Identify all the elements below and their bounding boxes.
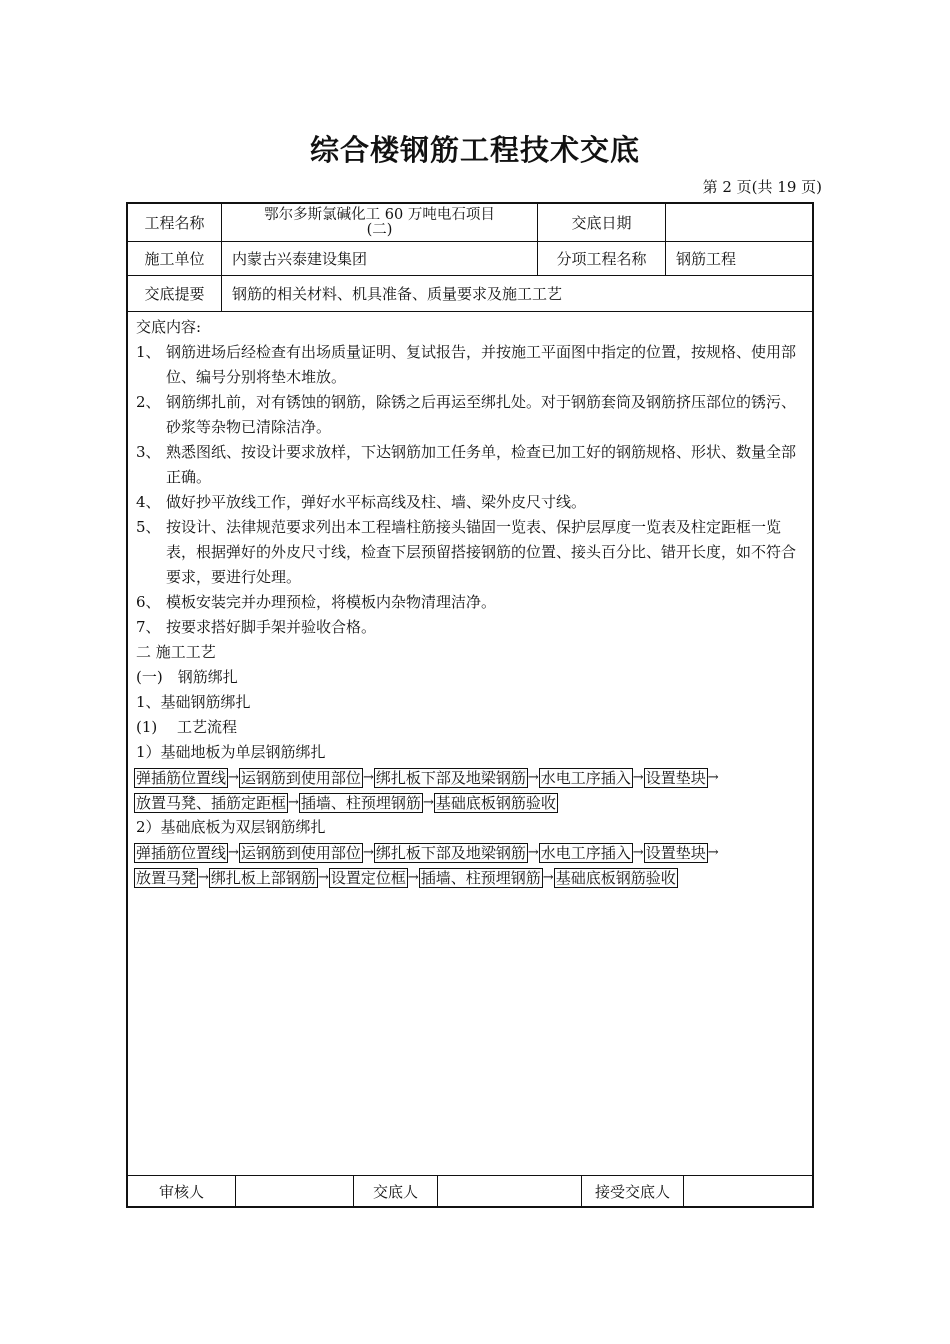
- arrow-right-icon: →: [632, 845, 644, 860]
- subsection-heading: (1) 工艺流程: [136, 718, 238, 736]
- flow-step: 绑扎板下部及地梁钢筋: [375, 843, 526, 862]
- flow-chart-line: [134, 865, 804, 890]
- item-text: 钢筋进场后经检查有出场质量证明、复试报告，并按施工平面图中指定的位置，按规格、使用部位、编号分别将垫木堆放。: [166, 343, 797, 386]
- flow-step: 设置定位框: [330, 868, 406, 887]
- arrow-right-icon: →: [707, 770, 719, 785]
- flow-step: 放置马凳、插筋定距框: [136, 793, 287, 812]
- content-heading: 交底内容:: [136, 318, 202, 336]
- item-number: 1、: [136, 343, 161, 361]
- date-value: [666, 204, 812, 241]
- flow-step: 设置垫块: [645, 843, 706, 862]
- item-number: 2、: [136, 393, 161, 411]
- item-text: 钢筋绑扎前，对有锈蚀的钢筋，除锈之后再运至绑扎处。对于钢筋套筒及钢筋挤压部位的锈污、砂浆等杂物已清除洁净。: [166, 393, 797, 436]
- flow-title: 2）基础底板为双层钢筋绑扎: [136, 818, 326, 836]
- list-item: [136, 615, 804, 640]
- row-project: [128, 204, 812, 242]
- project-value-line1: 鄂尔多斯氯碱化工 60 万吨电石项目: [264, 206, 495, 223]
- arrow-right-icon: →: [362, 845, 374, 860]
- flow-step: 弹插筋位置线: [136, 768, 227, 787]
- item-text: 模板安装完并办理预检，将模板内杂物清理洁净。: [166, 593, 497, 611]
- flow-step: 水电工序插入: [540, 843, 631, 862]
- flow-step: 绑扎板下部及地梁钢筋: [375, 768, 526, 787]
- flow-title: 1）基础地板为单层钢筋绑扎: [136, 743, 326, 761]
- list-item: [136, 590, 804, 615]
- summary-value: 钢筋的相关材料、机具准备、质量要求及施工工艺: [232, 285, 563, 303]
- arrow-right-icon: →: [527, 845, 539, 860]
- flow-step: 基础底板钢筋验收: [435, 793, 556, 812]
- summary-label: 交底提要: [128, 276, 222, 311]
- receiver-label: 接受交底人: [582, 1176, 684, 1206]
- discloser-label: 交底人: [354, 1176, 438, 1206]
- flow-step: 运钢筋到使用部位: [240, 768, 361, 787]
- sub-project-value: 钢筋工程: [676, 250, 737, 268]
- flow-chart-line: [134, 790, 804, 815]
- signature-row: [128, 1175, 812, 1206]
- document-title: 综合楼钢筋工程技术交底: [309, 133, 640, 167]
- row-summary: [128, 276, 812, 312]
- flow-step: 水电工序插入: [540, 768, 631, 787]
- flow-step: 绑扎板上部钢筋: [210, 868, 316, 887]
- item-number: 5、: [136, 518, 161, 536]
- item-number: 3、: [136, 443, 161, 461]
- subsection-heading: 1、基础钢筋绑扎: [136, 693, 251, 711]
- section-heading: 二 施工工艺: [136, 643, 216, 661]
- item-number: 6、: [136, 593, 161, 611]
- arrow-right-icon: →: [317, 870, 329, 885]
- list-item: [136, 390, 804, 440]
- arrow-right-icon: →: [527, 770, 539, 785]
- row-unit: [128, 242, 812, 276]
- item-number: 7、: [136, 618, 161, 636]
- flow-step: 基础底板钢筋验收: [555, 868, 676, 887]
- sub-project-label: 分项工程名称: [538, 242, 666, 275]
- item-number: 4、: [136, 493, 161, 511]
- list-item: [136, 490, 804, 515]
- list-item: [136, 340, 804, 390]
- flow-step: 放置马凳: [136, 868, 197, 887]
- list-item: [136, 440, 804, 490]
- list-item: [136, 515, 804, 590]
- receiver-value: [684, 1176, 812, 1206]
- disclosure-form: [126, 202, 814, 1208]
- item-text: 按要求搭好脚手架并验收合格。: [166, 618, 377, 636]
- flow-chart-line: [134, 840, 804, 865]
- arrow-right-icon: →: [228, 845, 239, 860]
- project-value: [222, 204, 538, 241]
- flow-step: 插墙、柱预埋钢筋: [420, 868, 541, 887]
- reviewer-value: [236, 1176, 354, 1206]
- project-label: 工程名称: [128, 204, 222, 241]
- arrow-right-icon: →: [362, 770, 374, 785]
- arrow-right-icon: →: [198, 870, 209, 885]
- unit-label: 施工单位: [128, 242, 222, 275]
- page-number: 第 2 页(共 19 页): [702, 178, 822, 196]
- unit-value: 内蒙古兴泰建设集团: [222, 242, 538, 275]
- item-text: 做好抄平放线工作，弹好水平标高线及柱、墙、梁外皮尺寸线。: [166, 493, 587, 511]
- flow-step: 设置垫块: [645, 768, 706, 787]
- arrow-right-icon: →: [632, 770, 644, 785]
- arrow-right-icon: →: [707, 845, 719, 860]
- arrow-right-icon: →: [422, 795, 434, 810]
- subsection-heading: (一) 钢筋绑扎: [136, 668, 238, 686]
- discloser-value: [438, 1176, 582, 1206]
- flow-step: 弹插筋位置线: [136, 843, 227, 862]
- disclosure-content: [128, 312, 812, 1176]
- reviewer-label: 审核人: [128, 1176, 236, 1206]
- arrow-right-icon: →: [288, 795, 299, 810]
- flow-step: 插墙、柱预埋钢筋: [300, 793, 421, 812]
- project-value-line2: (二): [366, 221, 393, 238]
- arrow-right-icon: →: [228, 770, 239, 785]
- flow-chart-line: [134, 765, 804, 790]
- item-text: 熟悉图纸、按设计要求放样，下达钢筋加工任务单，检查已加工好的钢筋规格、形状、数量全部正确。: [166, 443, 797, 486]
- arrow-right-icon: →: [542, 870, 554, 885]
- date-label: 交底日期: [538, 204, 666, 241]
- arrow-right-icon: →: [407, 870, 419, 885]
- flow-step: 运钢筋到使用部位: [240, 843, 361, 862]
- item-text: 按设计、法律规范要求列出本工程墙柱筋接头锚固一览表、保护层厚度一览表及柱定距框一览表，根据弹好的外皮尺寸线，检查下层预留搭接钢筋的位置、接头百分比、错开长度，如不符合要求，要进行处理。: [166, 518, 797, 586]
